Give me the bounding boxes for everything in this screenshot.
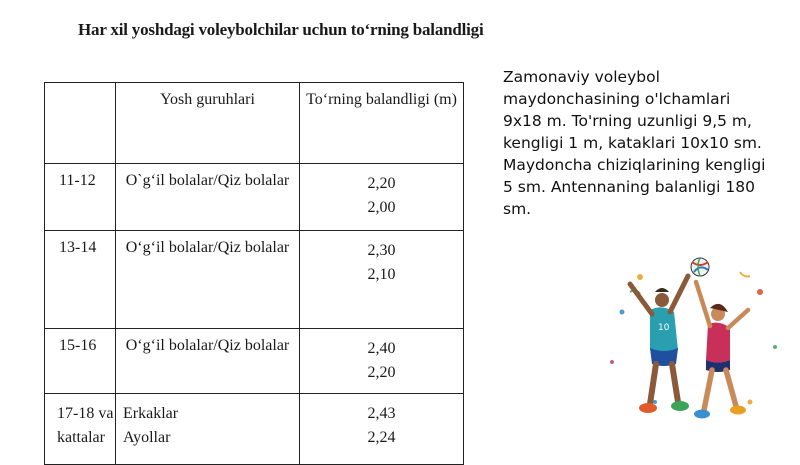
age-cell: 13-14: [45, 231, 116, 329]
height-cell: [300, 394, 464, 465]
page-title: Har xil yoshdagi voleybolchilar uchun to‘rning balandligi: [78, 20, 484, 39]
height-cell: [300, 231, 464, 329]
volleyball-icon: [691, 258, 709, 276]
header-net-height: To‘rning balandligi (m): [300, 83, 464, 164]
group-cell: O‘g‘il bolalar/Qiz bolalar: [116, 329, 300, 394]
table-row: [45, 231, 464, 329]
height-value-boys: 2,40: [367, 340, 396, 357]
net-height-table: [44, 82, 464, 465]
height-value-girls: 2,20: [367, 364, 396, 381]
height-cell: [300, 329, 464, 394]
player-right-icon: [694, 282, 748, 419]
group-cell: O‘g‘il bolalar/Qiz bolalar: [116, 231, 300, 329]
height-value-women: 2,24: [367, 429, 396, 446]
height-value-boys: 2,20: [367, 175, 396, 192]
header-age: [45, 83, 116, 164]
volleyball-players-illustration: [600, 252, 795, 442]
age-cell: 11-12: [45, 164, 116, 231]
svg-text:10: 10: [658, 323, 670, 333]
group-men: Erkaklar: [123, 405, 179, 422]
age-cell: 15-16: [45, 329, 116, 394]
height-value-boys: 2,30: [367, 242, 396, 259]
table-row: [45, 329, 464, 394]
height-cell: [300, 164, 464, 231]
player-left-icon: [630, 276, 689, 413]
age-line: kattalar: [57, 429, 105, 446]
table-row: [45, 164, 464, 231]
group-women: Ayollar: [123, 429, 171, 446]
age-line: 17-18 va: [57, 405, 114, 422]
group-cell: O`g‘il bolalar/Qiz bolalar: [116, 164, 300, 231]
age-cell: [45, 394, 116, 465]
court-description: Zamonaviy voleybol maydonchasining o'lchamlari 9x18 m. To'rning uzunligi 9,5 m, kengligi 1 m, kataklari 10x10 sm. Maydoncha chiziqlarining kengligi 5 sm. Antennaning balanligi 180 sm.: [503, 68, 766, 218]
height-value-girls: 2,00: [367, 199, 396, 216]
height-value-girls: 2,10: [367, 266, 396, 283]
table-header-row: [45, 83, 464, 164]
group-cell: [116, 394, 300, 465]
header-age-groups: Yosh guruhlari: [116, 83, 300, 164]
table-row: [45, 394, 464, 465]
height-value-men: 2,43: [367, 405, 396, 422]
